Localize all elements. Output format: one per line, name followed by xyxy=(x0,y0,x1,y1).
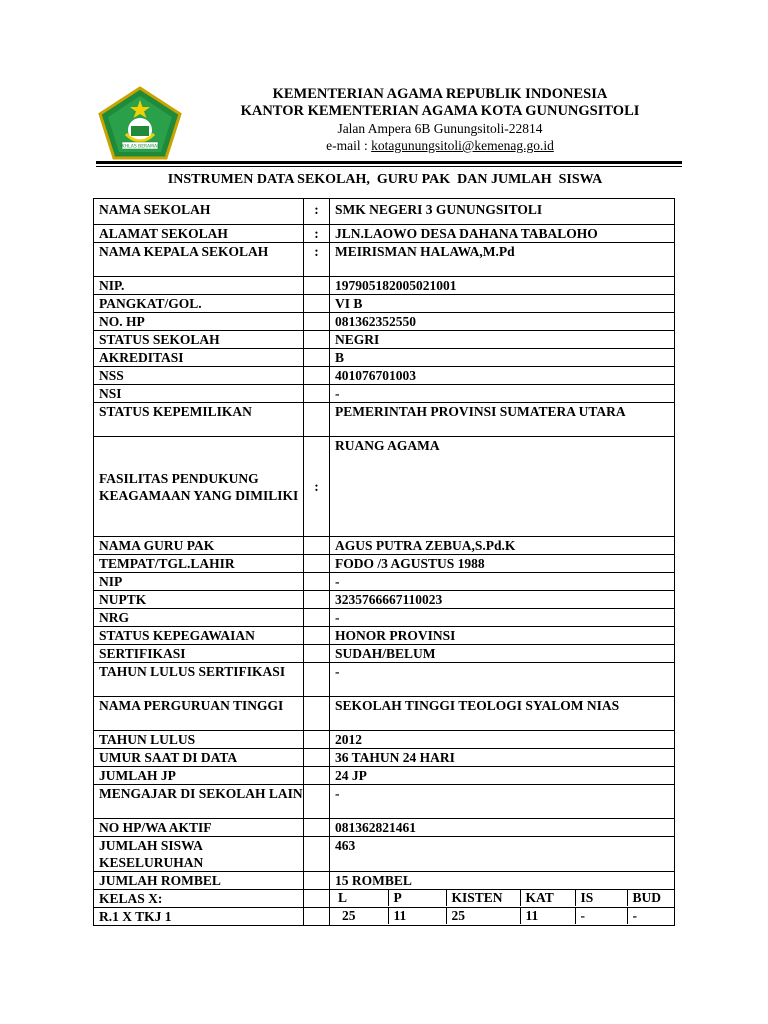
table-row xyxy=(94,627,675,645)
table-row xyxy=(94,819,675,837)
row-colon xyxy=(304,537,330,555)
table-row xyxy=(94,199,675,225)
kelas-cell: BUD xyxy=(627,890,674,906)
kelas-cells xyxy=(330,908,675,926)
row-colon xyxy=(304,785,330,819)
row-value: MEIRISMAN HALAWA,M.Pd xyxy=(330,243,675,277)
row-colon xyxy=(304,367,330,385)
ministry-name: KEMENTERIAN AGAMA REPUBLIK INDONESIA xyxy=(272,86,608,102)
row-colon xyxy=(304,277,330,295)
kelas-cell: - xyxy=(575,908,627,924)
table-row xyxy=(94,609,675,627)
table-row xyxy=(94,349,675,367)
office-address: Jalan Ampera 6B Gunungsitoli-22814 xyxy=(337,121,543,136)
email-label: e-mail : xyxy=(326,138,372,153)
row-label: PANGKAT/GOL. xyxy=(94,295,304,313)
row-colon: : xyxy=(304,437,330,537)
row-value: - xyxy=(330,609,675,627)
row-label: NAMA PERGURUAN TINGGI xyxy=(94,697,304,731)
row-colon xyxy=(304,295,330,313)
row-value: - xyxy=(330,385,675,403)
table-row xyxy=(94,437,675,537)
row-value: RUANG AGAMA xyxy=(330,437,675,537)
row-label: FASILITAS PENDUKUNG KEAGAMAAN YANG DIMILIKI xyxy=(94,437,304,537)
row-label: JUMLAH JP xyxy=(94,767,304,785)
row-value: 36 TAHUN 24 HARI xyxy=(330,749,675,767)
row-label: UMUR SAAT DI DATA xyxy=(94,749,304,767)
kelas-cell: 25 xyxy=(342,908,356,923)
row-label: NIP. xyxy=(94,277,304,295)
kelas-label: KELAS X: xyxy=(94,890,304,908)
kelas-label: R.1 X TKJ 1 xyxy=(94,908,304,926)
table-row xyxy=(94,313,675,331)
kelas-row xyxy=(94,908,675,926)
school-data-table xyxy=(93,198,675,926)
table-row xyxy=(94,367,675,385)
kelas-cell: KISTEN xyxy=(446,890,520,906)
row-value: SUDAH/BELUM xyxy=(330,645,675,663)
row-value: 081362821461 xyxy=(330,819,675,837)
table-row xyxy=(94,385,675,403)
row-value: PEMERINTAH PROVINSI SUMATERA UTARA xyxy=(330,403,675,437)
table-row xyxy=(94,555,675,573)
table-row xyxy=(94,785,675,819)
kelas-header-row xyxy=(94,890,675,908)
row-colon xyxy=(304,591,330,609)
table-row xyxy=(94,331,675,349)
row-value: 3235766667110023 xyxy=(330,591,675,609)
row-colon: : xyxy=(304,225,330,243)
kelas-spacer xyxy=(304,890,330,908)
table-row xyxy=(94,837,675,872)
row-label: NRG xyxy=(94,609,304,627)
row-label: MENGAJAR DI SEKOLAH LAIN xyxy=(94,785,304,819)
row-label: AKREDITASI xyxy=(94,349,304,367)
office-name: KANTOR KEMENTERIAN AGAMA KOTA GUNUNGSITOLI xyxy=(240,103,640,119)
row-value: 197905182005021001 xyxy=(330,277,675,295)
kelas-cell: 11 xyxy=(388,908,446,924)
row-value: - xyxy=(330,785,675,819)
kelas-spacer xyxy=(304,908,330,926)
table-row xyxy=(94,573,675,591)
row-value: FODO /3 AGUSTUS 1988 xyxy=(330,555,675,573)
table-row xyxy=(94,767,675,785)
row-label: JUMLAH SISWA KESELURUHAN xyxy=(94,837,304,872)
row-colon xyxy=(304,872,330,890)
kelas-cell: - xyxy=(627,908,674,924)
row-value: - xyxy=(330,663,675,697)
row-label: NO HP/WA AKTIF xyxy=(94,819,304,837)
table-row xyxy=(94,403,675,437)
row-colon xyxy=(304,749,330,767)
row-value: 401076701003 xyxy=(330,367,675,385)
row-colon xyxy=(304,555,330,573)
kemenag-logo xyxy=(96,86,184,162)
table-row xyxy=(94,277,675,295)
row-label: TAHUN LULUS SERTIFIKASI xyxy=(94,663,304,697)
row-label: STATUS KEPEGAWAIAN xyxy=(94,627,304,645)
row-label: TEMPAT/TGL.LAHIR xyxy=(94,555,304,573)
row-colon: : xyxy=(304,243,330,277)
table-row xyxy=(94,243,675,277)
table-row xyxy=(94,295,675,313)
row-value: SEKOLAH TINGGI TEOLOGI SYALOM NIAS xyxy=(330,697,675,731)
row-label: TAHUN LULUS xyxy=(94,731,304,749)
row-colon xyxy=(304,767,330,785)
row-colon xyxy=(304,837,330,872)
row-label: NSS xyxy=(94,367,304,385)
row-label: ALAMAT SEKOLAH xyxy=(94,225,304,243)
row-label: NUPTK xyxy=(94,591,304,609)
row-colon xyxy=(304,385,330,403)
kelas-cell: P xyxy=(388,890,446,906)
row-label: NAMA SEKOLAH xyxy=(94,199,304,225)
row-colon xyxy=(304,645,330,663)
kelas-cell: 25 xyxy=(446,908,520,924)
row-colon: : xyxy=(304,199,330,225)
office-email-line xyxy=(190,138,690,154)
document-title: INSTRUMEN DATA SEKOLAH, GURU PAK DAN JUMLAH SISWA xyxy=(167,172,603,187)
row-value: SMK NEGERI 3 GUNUNGSITOLI xyxy=(330,199,675,225)
row-label: NIP xyxy=(94,573,304,591)
header-divider-thick xyxy=(96,161,682,164)
row-colon xyxy=(304,573,330,591)
kelas-cell: IS xyxy=(575,890,627,906)
kelas-cell: KAT xyxy=(520,890,575,906)
row-label: NAMA GURU PAK xyxy=(94,537,304,555)
row-label: NSI xyxy=(94,385,304,403)
table-row xyxy=(94,697,675,731)
row-colon xyxy=(304,697,330,731)
row-colon xyxy=(304,349,330,367)
row-value: NEGRI xyxy=(330,331,675,349)
row-colon xyxy=(304,609,330,627)
row-value: 24 JP xyxy=(330,767,675,785)
kelas-cell: 11 xyxy=(520,908,575,924)
table-row xyxy=(94,645,675,663)
row-value: - xyxy=(330,573,675,591)
row-colon xyxy=(304,663,330,697)
row-colon xyxy=(304,627,330,645)
row-value: B xyxy=(330,349,675,367)
row-value: 463 xyxy=(330,837,675,872)
row-value: HONOR PROVINSI xyxy=(330,627,675,645)
row-label: NAMA KEPALA SEKOLAH xyxy=(94,243,304,277)
table-row xyxy=(94,225,675,243)
row-value: 2012 xyxy=(330,731,675,749)
row-value: 081362352550 xyxy=(330,313,675,331)
row-value: JLN.LAOWO DESA DAHANA TABALOHO xyxy=(330,225,675,243)
row-colon xyxy=(304,819,330,837)
row-value: 15 ROMBEL xyxy=(330,872,675,890)
row-value: AGUS PUTRA ZEBUA,S.Pd.K xyxy=(330,537,675,555)
table-row xyxy=(94,872,675,890)
row-label: SERTIFIKASI xyxy=(94,645,304,663)
row-label: STATUS SEKOLAH xyxy=(94,331,304,349)
row-colon xyxy=(304,403,330,437)
row-label: JUMLAH ROMBEL xyxy=(94,872,304,890)
row-colon xyxy=(304,313,330,331)
row-label: NO. HP xyxy=(94,313,304,331)
table-row xyxy=(94,749,675,767)
row-label: STATUS KEPEMILIKAN xyxy=(94,403,304,437)
row-value: VI B xyxy=(330,295,675,313)
kelas-cells xyxy=(330,890,675,908)
header-divider-thin xyxy=(96,166,682,167)
row-colon xyxy=(304,731,330,749)
table-row xyxy=(94,731,675,749)
kelas-cell: L xyxy=(338,890,348,905)
email-link[interactable]: kotagunungsitoli@kemenag.go.id xyxy=(371,138,554,153)
table-row xyxy=(94,537,675,555)
table-row xyxy=(94,591,675,609)
row-colon xyxy=(304,331,330,349)
table-row xyxy=(94,663,675,697)
logo-motto: IKHLAS BERAMAL xyxy=(120,144,160,150)
